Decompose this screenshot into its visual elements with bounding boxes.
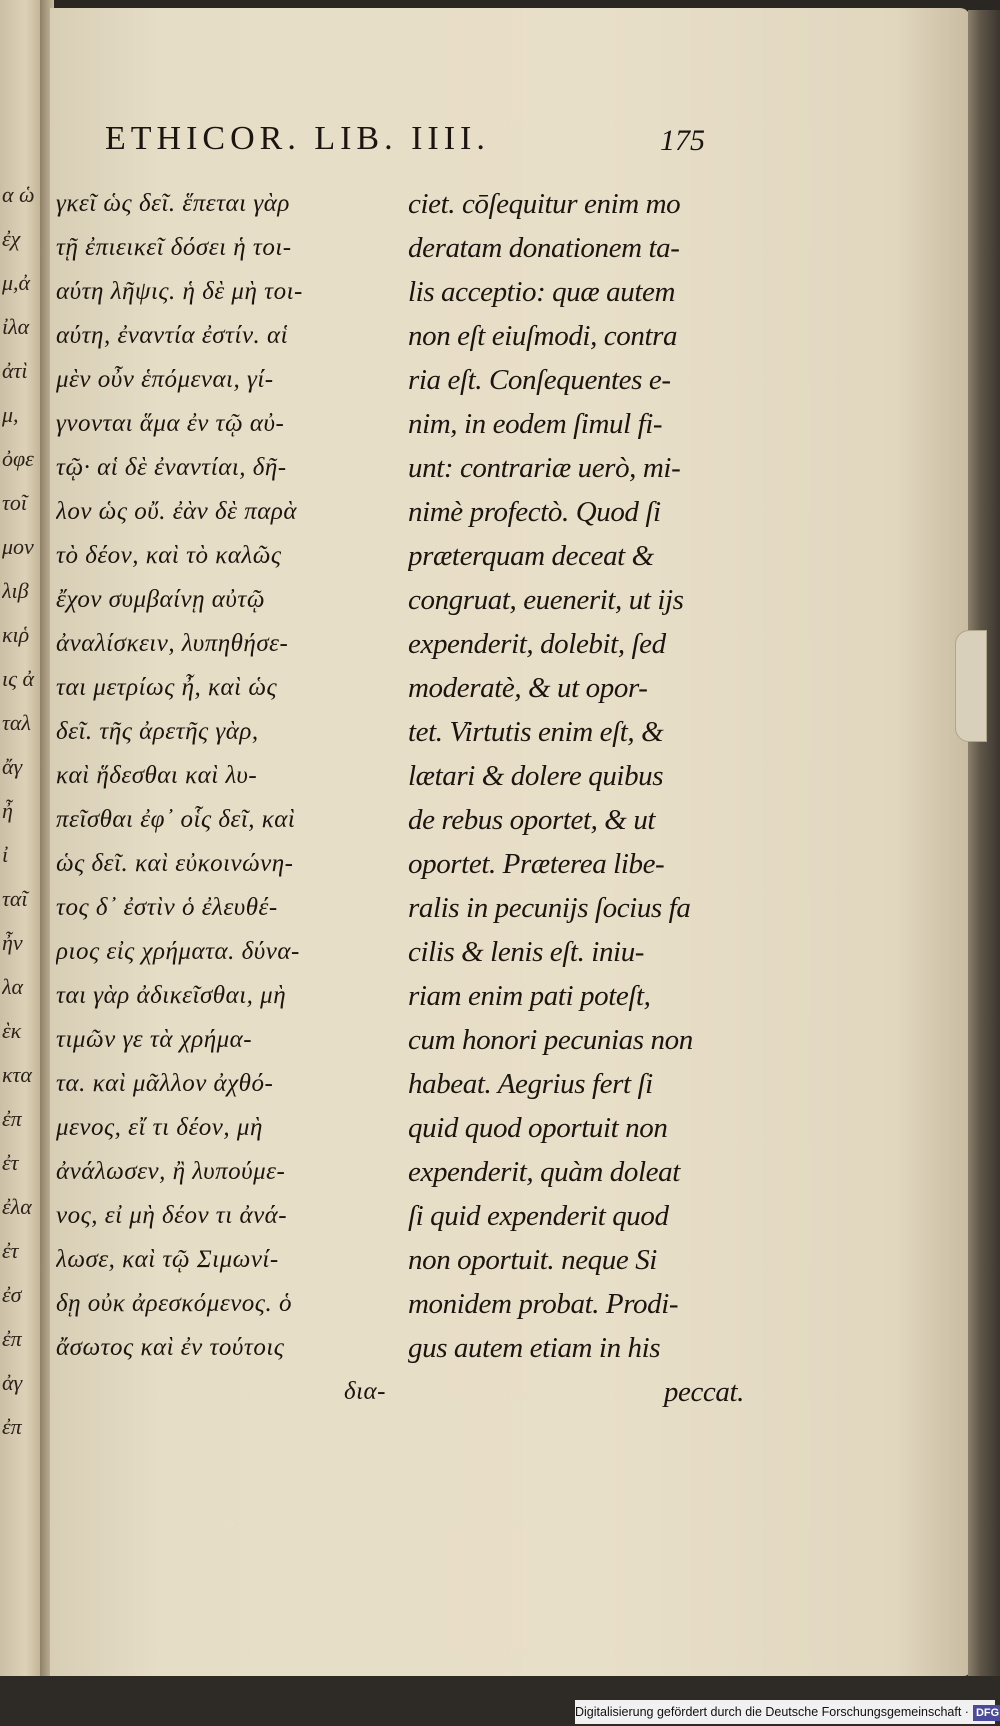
greek-text-line: αύτη λῆψις. ἡ δὲ μὴ τοι- [56, 278, 303, 305]
facing-page-line: μ, [2, 402, 19, 427]
facing-page-line: ἐλα [2, 1194, 32, 1219]
latin-text-line: lis acceptio: quæ autem [408, 276, 676, 308]
latin-text-line: ciet. cōſequitur enim mo [408, 188, 681, 220]
greek-text-line: μενος, εἴ τι δέον, μὴ [56, 1114, 263, 1141]
latin-text-line: de rebus oportet, & ut [408, 804, 656, 836]
greek-text-line: τα. καὶ μᾶλλον ἀχθό- [56, 1070, 274, 1097]
latin-text-column [408, 182, 744, 1414]
greek-text-line: ἄσωτος καὶ ἐν τούτοις [56, 1334, 285, 1361]
greek-text-line: ὡς δεῖ. καὶ εὐκοινώνη- [56, 850, 294, 877]
latin-text-line: tet. Virtutis enim eſt, & [408, 716, 664, 748]
facing-page-line: ἐσ [2, 1282, 22, 1307]
greek-text-line: γνονται ἅμα ἐν τῷ αὐ- [56, 410, 285, 437]
greek-text-line: ἀνάλωσεν, ἢ λυπούμε- [56, 1158, 286, 1185]
greek-text-line: ται γὰρ ἀδικεῖσθαι, μὴ [56, 982, 287, 1009]
latin-text-line: habeat. Aegrius fert ſi [408, 1068, 653, 1100]
facing-page-line: μ,ἀ [2, 270, 31, 295]
facing-page-line: κτα [2, 1062, 32, 1087]
latin-text-line: ralis in pecunijs ſocius fa [408, 892, 691, 924]
page-marker-tab [955, 630, 987, 742]
latin-text-line: præterquam deceat & [408, 540, 654, 572]
latin-text-line: oportet. Præterea libe- [408, 848, 665, 880]
facing-page-line: λιβ [2, 578, 29, 603]
facing-page-line: ἐτ [2, 1238, 19, 1263]
latin-text-line: quid quod oportuit non [408, 1112, 668, 1144]
facing-page-line: λα [2, 974, 24, 999]
facing-page-line: ἀγ [2, 1370, 23, 1395]
latin-text-line: monidem probat. Prodi- [408, 1288, 679, 1320]
latin-text-line: deratam donationem ta- [408, 232, 680, 264]
latin-text-line: lætari & dolere quibus [408, 760, 664, 792]
latin-text-line: cum honori pecunias non [408, 1024, 693, 1056]
footer-text: Digitalisierung gefördert durch die Deutsche Forschungsgemeinschaft · [575, 1705, 969, 1719]
greek-text-line: ἔχον συμβαίνῃ αὐτῷ [56, 586, 265, 613]
latin-text-line: ria eſt. Conſequentes e- [408, 364, 671, 396]
facing-page-line: ἦν [2, 930, 23, 955]
facing-page-fragment [0, 0, 42, 1680]
greek-text-line: τῇ ἐπιεικεῖ δόσει ἡ τοι- [56, 234, 292, 261]
latin-text-line: expenderit, quàm doleat [408, 1156, 680, 1188]
facing-page-line: ἦ [2, 798, 13, 823]
facing-page-line: κιῥ [2, 622, 30, 647]
greek-text-line: νος, εἰ μὴ δέον τι ἀνά- [56, 1202, 288, 1229]
greek-text-line: τιμῶν γε τὰ χρήμα- [56, 1026, 253, 1053]
latin-text-line: peccat. [663, 1376, 744, 1408]
facing-page-line: ἄγ [2, 754, 23, 779]
dfg-logo: DFG [973, 1705, 1000, 1721]
greek-text-line: λον ὡς οὔ. ἐὰν δὲ παρὰ [56, 498, 298, 525]
page-edge-shadow [968, 10, 1000, 1678]
greek-text-line: τῷ· αἱ δὲ ἐναντίαι, δῆ- [56, 454, 287, 481]
facing-page-line: ἐπ [2, 1326, 22, 1351]
greek-text-line: λωσε, καὶ τῷ Σιμωνί- [56, 1246, 279, 1273]
greek-text-line: τος δ᾽ ἐστὶν ὁ ἐλευθέ- [56, 894, 278, 921]
latin-text-line: moderatè, & ut opor- [408, 672, 648, 704]
greek-text-line: ἀναλίσκειν, λυπηθήσε- [56, 630, 289, 657]
facing-page-line: ὲκ [2, 1018, 22, 1043]
facing-page-line: τοῖ [2, 490, 27, 515]
facing-page-line: ἐτ [2, 1150, 19, 1175]
latin-text-line: non eſt eiuſmodi, contra [408, 320, 678, 352]
greek-text-line: μὲν οὖν ἑπόμεναι, γί- [56, 366, 274, 393]
latin-text-line: riam enim pati poteſt, [408, 980, 651, 1012]
latin-text-line: unt: contrariæ uerò, mi- [408, 452, 681, 484]
facing-page-line: ἐχ [2, 226, 21, 251]
latin-text-line: non oportuit. neque Si [408, 1244, 657, 1276]
greek-text-line: γκεῖ ὡς δεῖ. ἕπεται γὰρ [56, 190, 290, 217]
facing-page-line: ταλ [2, 710, 31, 735]
facing-page-line: ταῖ [2, 886, 28, 911]
latin-text-line: gus autem etiam in his [408, 1332, 661, 1364]
greek-text-column [56, 182, 386, 1414]
greek-text-line: δεῖ. τῆς ἀρετῆς γὰρ, [56, 718, 259, 745]
latin-text-line: cilis & lenis eſt. iniu- [408, 936, 645, 968]
digitization-footer [575, 1700, 1000, 1724]
latin-text-line: nimè profectò. Quod ſi [408, 496, 661, 528]
greek-text-line: δια- [343, 1378, 386, 1405]
greek-text-line: ται μετρίως ἦ, καὶ ὡς [56, 674, 278, 701]
greek-text-line: αύτη, ἐναντία ἐστίν. αἱ [56, 322, 289, 349]
page-number: 175 [660, 124, 705, 157]
facing-page-line: α ὡ [2, 182, 35, 207]
facing-page-line: μον [2, 534, 34, 559]
running-header: ETHICOR. LIB. IIII. [105, 120, 490, 157]
greek-text-line: δῃ οὐκ ἀρεσκόμενος. ὁ [56, 1290, 292, 1317]
latin-text-line: ſi quid expenderit quod [408, 1200, 669, 1232]
greek-text-line: τὸ δέον, καὶ τὸ καλῶς [56, 542, 282, 569]
latin-text-line: nim, in eodem ſimul fi- [408, 408, 663, 440]
latin-text-line: expenderit, dolebit, ſed [408, 628, 666, 660]
latin-text-line: congruat, euenerit, ut ijs [408, 584, 684, 616]
facing-page-line: ἰλα [2, 314, 30, 339]
facing-page-line: ἰ [2, 842, 9, 867]
greek-text-line: πεῖσθαι ἐφ᾽ οἷς δεῖ, καὶ [56, 806, 296, 833]
facing-page-line: ις ἀ [2, 666, 35, 691]
facing-page-line: ἐπ [2, 1414, 22, 1439]
greek-text-line: ριος εἰς χρήματα. δύνα- [56, 938, 300, 965]
greek-text-line: καὶ ἥδεσθαι καὶ λυ- [56, 762, 258, 789]
facing-page-line: ἐπ [2, 1106, 22, 1131]
facing-page-line: ὀφε [2, 446, 34, 471]
facing-page-line: ἀτὶ [2, 358, 28, 383]
